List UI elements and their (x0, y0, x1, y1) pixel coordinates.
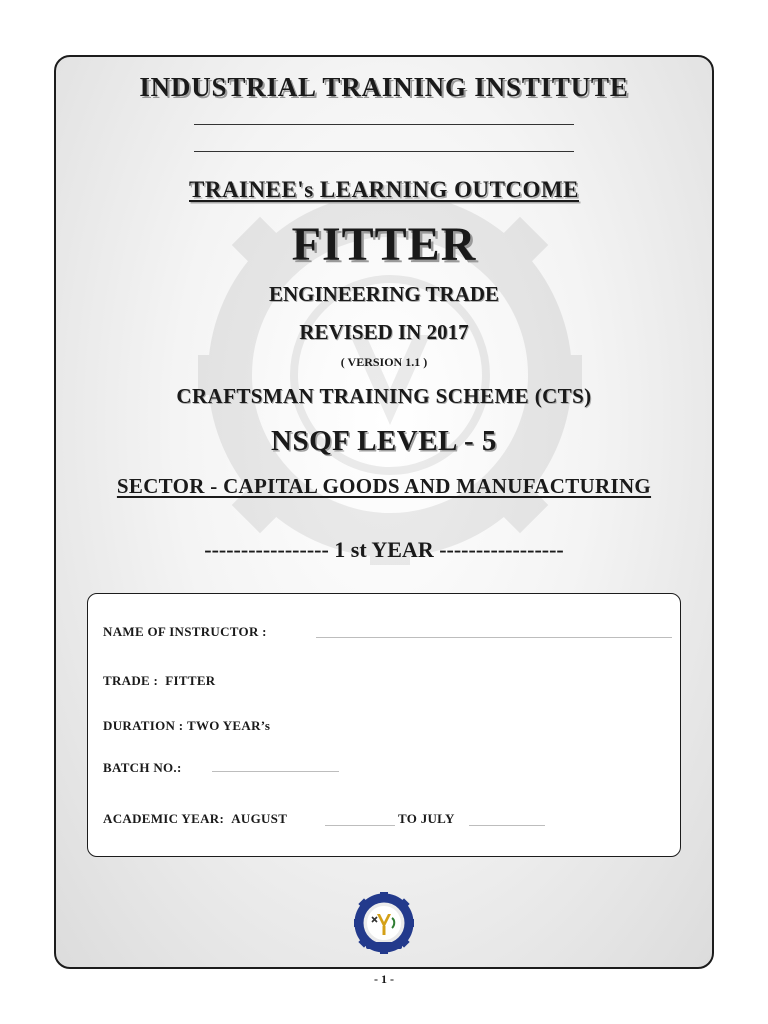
duration-value: TWO YEAR’s (186, 718, 271, 733)
trade-value: FITTER (165, 673, 216, 688)
sector-title: SECTOR - CAPITAL GOODS AND MANUFACTURING (116, 474, 652, 498)
blank-line-1 (194, 124, 574, 125)
batch-number-field[interactable] (212, 771, 339, 772)
academic-label: ACADEMIC YEAR: (103, 811, 225, 826)
engineering-trade: ENGINEERING TRADE (268, 282, 500, 306)
blank-line-2 (194, 151, 574, 152)
institute-title: INDUSTRIAL TRAINING INSTITUTE (139, 72, 629, 102)
trade-title: FITTER (291, 218, 477, 271)
academic-to-label: TO JULY (398, 811, 455, 826)
scheme-title: CRAFTSMAN TRAINING SCHEME (CTS) (176, 384, 592, 408)
trade-label: TRADE : (103, 673, 159, 688)
nsqf-level: NSQF LEVEL - 5 (271, 425, 497, 457)
version-label: ( VERSION 1.1 ) (340, 355, 428, 369)
academic-from-label: AUGUST (231, 811, 288, 826)
page-number: - 1 - (374, 972, 394, 986)
batch-label: BATCH NO.: (103, 760, 182, 775)
year-banner: ----------------- 1 st YEAR ----------------- (204, 537, 564, 562)
duration-label: DURATION : (103, 718, 184, 733)
academic-from-field[interactable] (325, 825, 395, 826)
academic-year-label (103, 811, 287, 827)
trade-row (103, 673, 216, 689)
duration-row (103, 718, 270, 734)
institute-emblem-logo-icon (346, 890, 422, 956)
instructor-label: NAME OF INSTRUCTOR : (103, 624, 267, 639)
revised-year: REVISED IN 2017 (299, 320, 469, 344)
learning-outcome-title: TRAINEE's LEARNING OUTCOME (189, 177, 579, 202)
academic-to-field[interactable] (469, 825, 545, 826)
instructor-name-field[interactable] (316, 637, 672, 638)
